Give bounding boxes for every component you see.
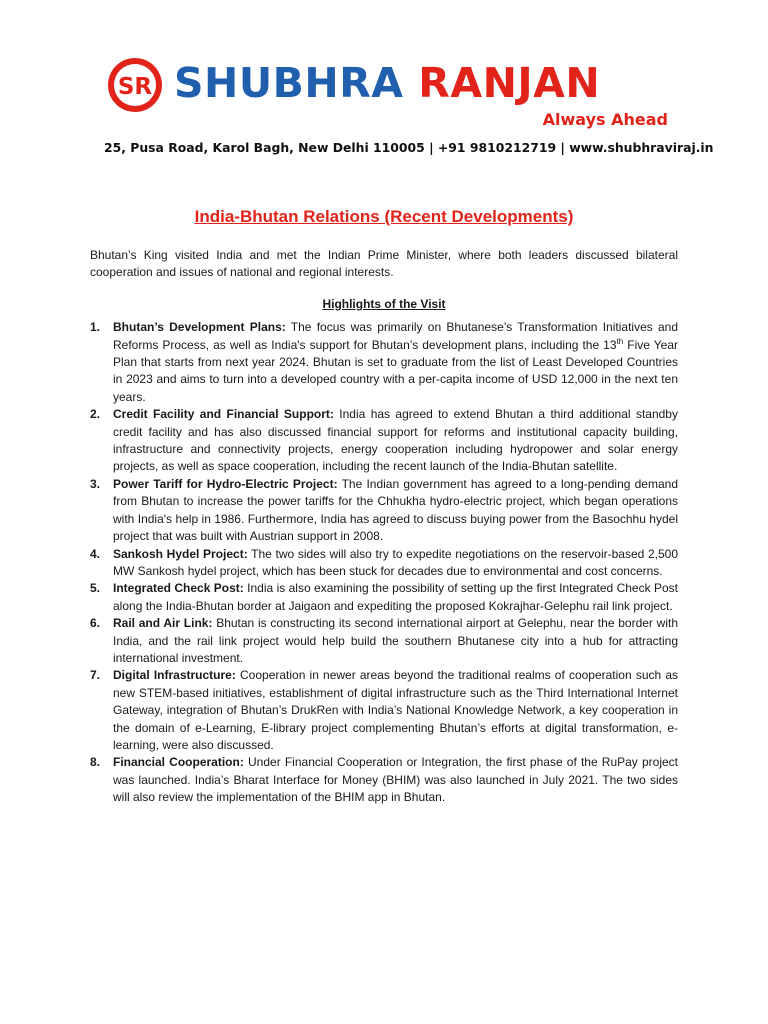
superscript: th bbox=[616, 336, 624, 346]
letterhead bbox=[104, 52, 714, 162]
list-item bbox=[90, 406, 678, 476]
item-text: The two sides will also try to expedite negotiations on the reservoir-based 2,500 MW Sankosh hydel project, which has been stuck for decades due to environmental and cost concerns. bbox=[113, 546, 678, 578]
item-heading: Sankosh Hydel Project: bbox=[113, 546, 248, 561]
logo-monogram: SR bbox=[117, 74, 153, 100]
item-number: 1. bbox=[90, 320, 101, 335]
item-number: 7. bbox=[90, 668, 101, 683]
list-item bbox=[90, 476, 678, 546]
item-text: The Indian government has agreed to a long-pending demand from Bhutan to increase the power tariffs for the Chhukha hydro-electric project, which began operations with India's help in 1986. Furthermore, India has agreed to discuss buying power from the Basochhu hydel project that was built with Austrian support in 2008. bbox=[113, 476, 679, 544]
item-heading: Digital Infrastructure: bbox=[113, 668, 236, 683]
intro-paragraph: Bhutan’s King visited India and met the Indian Prime Minister, where both leaders discussed bilateral cooperation and issues of national and regional interests. bbox=[90, 248, 678, 280]
item-body bbox=[113, 615, 678, 667]
shubhra-ranjan-logo-icon bbox=[106, 56, 164, 114]
item-number: 8. bbox=[90, 755, 101, 770]
item-heading: Power Tariff for Hydro-Electric Project: bbox=[113, 476, 338, 491]
brand-tagline: Always Ahead bbox=[542, 110, 668, 129]
item-text: The focus was primarily on Bhutanese’s Transformation Initiatives and Reforms Process, as well as India's support for Bhutan’s development plans, including the 13 bbox=[113, 320, 679, 352]
item-body bbox=[113, 754, 678, 806]
list-item bbox=[90, 580, 678, 615]
item-text: India has agreed to extend Bhutan a third additional standby credit facility and has also discussed financial support for reforms and institutional capacity building, infrastructure and connectivity projects, energy cooperation including hydropower and solar energy projects, as well as space cooperation, including the recent launch of the India-Bhutan satellite. bbox=[113, 407, 678, 474]
item-body bbox=[113, 667, 678, 754]
item-text: India is also examining the possibility of setting up the first Integrated Check Post along the India-Bhutan border at Jaigaon and expediting the proposed Kokrajhar-Gelephu rail link project. bbox=[113, 581, 678, 613]
contact-address: 25, Pusa Road, Karol Bagh, New Delhi 110005 | +91 9810212719 | www.shubhraviraj.in bbox=[104, 140, 714, 155]
item-text: Under Financial Cooperation or Integration, the first phase of the RuPay project was launched. India’s Bharat Interface for Money (BHIM) was also launched in July 2021. The two sides will also review the implementation of the BHIM app in Bhutan. bbox=[113, 755, 678, 805]
item-number: 4. bbox=[90, 546, 101, 561]
list-item bbox=[90, 667, 678, 754]
item-number: 3. bbox=[90, 476, 101, 491]
list-item bbox=[90, 546, 678, 581]
list-item bbox=[90, 754, 678, 806]
item-body bbox=[113, 546, 678, 581]
item-heading: Bhutan’s Development Plans: bbox=[113, 320, 286, 335]
item-body bbox=[113, 406, 678, 476]
item-number: 2. bbox=[90, 407, 101, 422]
item-heading: Integrated Check Post: bbox=[113, 581, 244, 596]
document-body bbox=[90, 205, 678, 807]
item-number: 5. bbox=[90, 581, 101, 596]
item-heading: Rail and Air Link: bbox=[113, 616, 213, 631]
item-body bbox=[113, 476, 678, 546]
item-heading: Financial Cooperation: bbox=[113, 755, 244, 770]
item-body bbox=[113, 319, 678, 406]
brand-name-second: RANJAN bbox=[418, 59, 601, 107]
highlights-heading: Highlights of the Visit bbox=[322, 296, 446, 311]
item-text-continued: Five Year Plan that starts from next year 2024. Bhutan is set to graduate from the list of Least Developed Countries in 2023 and aims to turn into a developed country with a per-capita income of USD 12,000 in the next ten years. bbox=[113, 337, 679, 404]
highlights-list bbox=[90, 319, 678, 806]
brand-name-first: SHUBHRA bbox=[174, 59, 404, 107]
brand-name bbox=[174, 54, 600, 112]
item-text: Bhutan is constructing its second international airport at Gelephu, near the border with India, and the rail link project would help build the southern Bhutanese city into a hub for attracting international investment. bbox=[113, 616, 678, 665]
item-text: Cooperation in newer areas beyond the traditional realms of cooperation such as new STEM-based initiatives, establishment of digital infrastructure such as the Third International Internet Gateway, integration of Bhutan’s DrukRen with India’s National Knowledge Network, a key cooperation in the domain of e-Learning, E-library project complementing Bhutan’s efforts at digital transformation, e-learning, were also discussed. bbox=[113, 668, 678, 752]
list-item bbox=[90, 615, 678, 667]
item-number: 6. bbox=[90, 616, 101, 631]
list-item bbox=[90, 319, 678, 406]
document-title: India-Bhutan Relations (Recent Developments) bbox=[194, 207, 574, 226]
item-heading: Credit Facility and Financial Support: bbox=[113, 407, 334, 422]
item-body bbox=[113, 580, 678, 615]
